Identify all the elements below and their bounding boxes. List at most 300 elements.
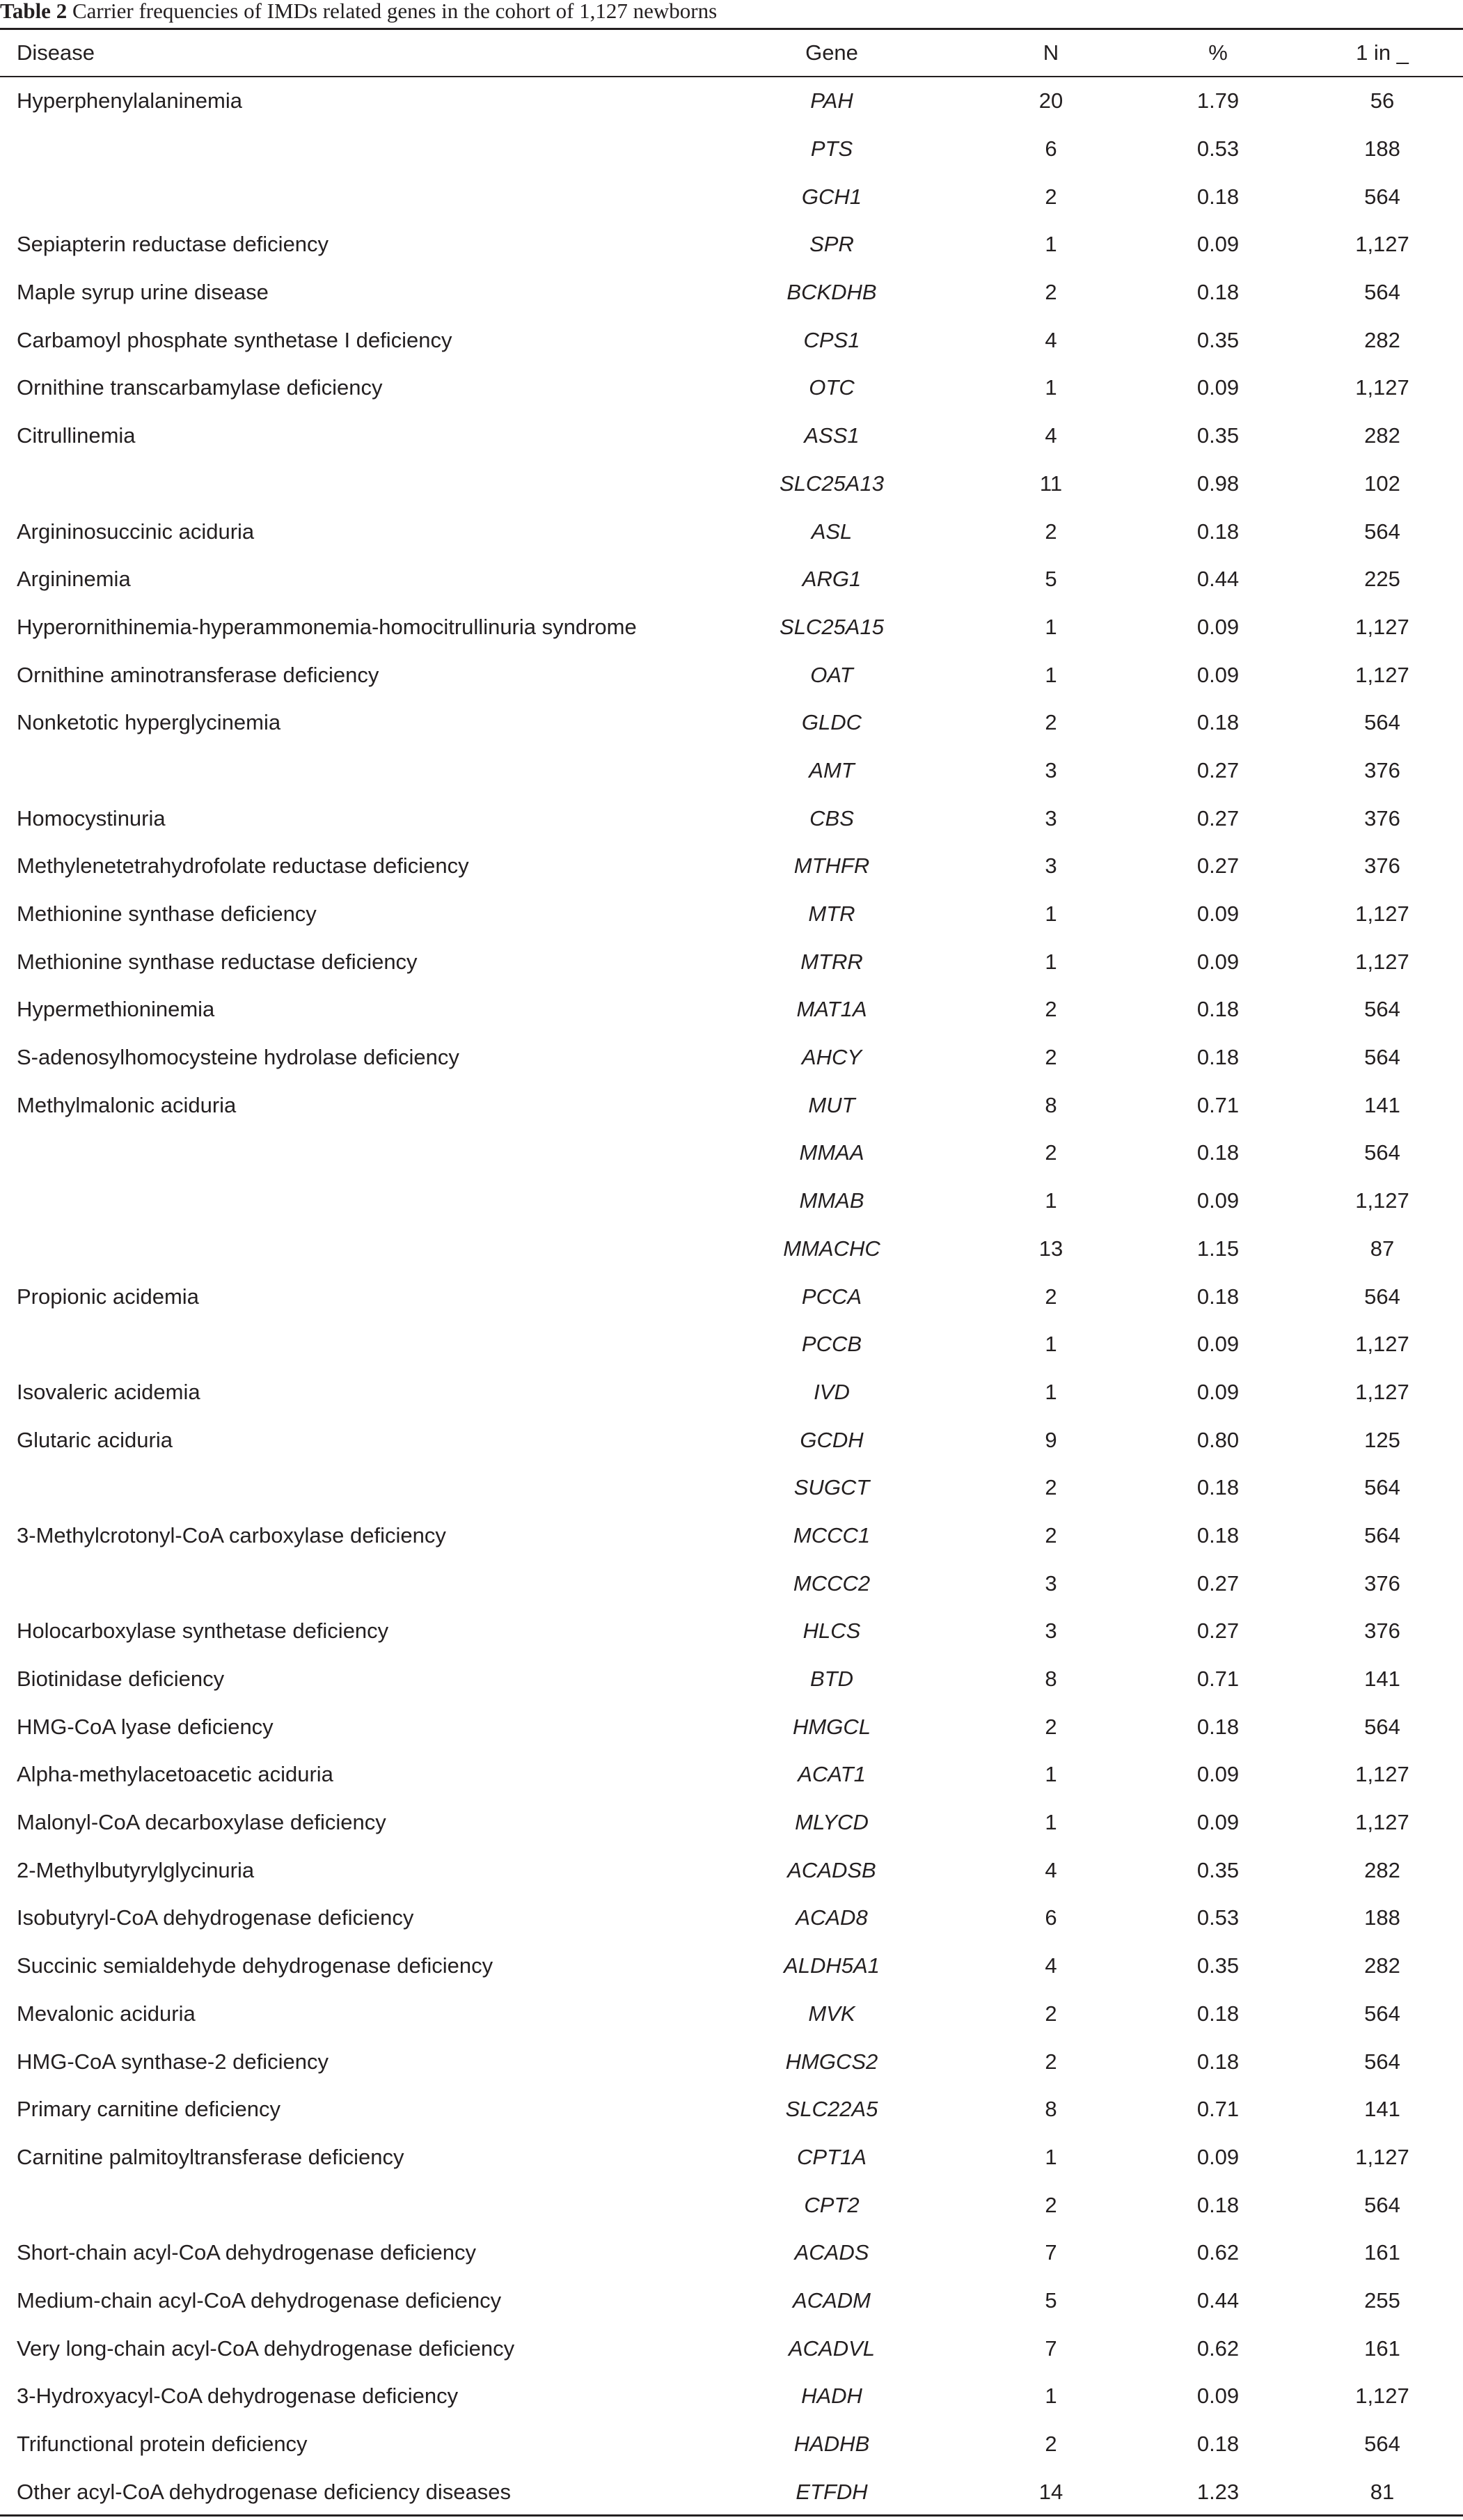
one-in-cell: 141	[1364, 2097, 1400, 2122]
table-row	[0, 507, 1463, 556]
percent-cell: 0.09	[1196, 1762, 1240, 1787]
table-row	[0, 1607, 1463, 1655]
percent-cell: 0.18	[1196, 1522, 1240, 1548]
percent-cell: 0.98	[1196, 471, 1240, 496]
disease-cell: Methylenetetrahydrofolate reductase deficiency	[17, 853, 469, 879]
count-cell: 3	[1045, 1570, 1057, 1596]
one-in-cell: 376	[1364, 853, 1400, 879]
disease-cell	[0, 1177, 696, 1225]
one-in-cell: 161	[1364, 2336, 1400, 2361]
table-row	[0, 125, 1463, 173]
one-in-cell: 87	[1370, 1236, 1395, 1261]
count-cell: 1	[1045, 901, 1057, 927]
table-row	[0, 269, 1463, 317]
column-header-percent: %	[1208, 40, 1228, 65]
percent-cell: 0.09	[1196, 614, 1240, 639]
gene-cell: MUT	[808, 1092, 855, 1117]
count-cell: 4	[1045, 1857, 1057, 1882]
one-in-cell: 255	[1364, 2287, 1400, 2313]
one-in-cell: 1,127	[1355, 1188, 1409, 1213]
table-row	[0, 1846, 1463, 1894]
count-cell: 2	[1045, 2432, 1057, 2457]
gene-cell: HADH	[801, 2384, 862, 2409]
one-in-cell: 125	[1364, 1427, 1400, 1452]
table-row	[0, 1225, 1463, 1273]
disease-cell: Ornithine transcarbamylase deficiency	[17, 375, 383, 400]
table-row	[0, 316, 1463, 364]
disease-cell: Ornithine aminotransferase deficiency	[17, 662, 379, 687]
percent-cell: 0.18	[1196, 710, 1240, 735]
disease-cell: Hyperornithinemia-hyperammonemia-homocitrullinuria syndrome	[17, 614, 637, 639]
table-row	[0, 77, 1463, 125]
percent-cell: 0.35	[1196, 1953, 1240, 1978]
one-in-cell: 282	[1364, 1953, 1400, 1978]
one-in-cell: 564	[1364, 1045, 1400, 1070]
disease-cell: Medium-chain acyl-CoA dehydrogenase deficiency	[17, 2287, 502, 2313]
one-in-cell: 1,127	[1355, 614, 1409, 639]
gene-cell: MVK	[808, 2001, 855, 2026]
gene-cell: MCCC1	[793, 1522, 871, 1548]
one-in-cell: 1,127	[1355, 662, 1409, 687]
gene-cell: ACADVL	[788, 2336, 876, 2361]
table-caption-label: Table 2	[0, 0, 68, 23]
one-in-cell: 141	[1364, 1092, 1400, 1117]
count-cell: 5	[1045, 567, 1057, 592]
percent-cell: 0.09	[1196, 232, 1240, 257]
disease-cell: Propionic acidemia	[17, 1284, 199, 1309]
count-cell: 2	[1045, 997, 1057, 1022]
one-in-cell: 1,127	[1355, 2384, 1409, 2409]
one-in-cell: 188	[1364, 1905, 1400, 1930]
count-cell: 1	[1045, 1332, 1057, 1357]
one-in-cell: 56	[1370, 88, 1395, 113]
percent-cell: 0.18	[1196, 2192, 1240, 2217]
one-in-cell: 376	[1364, 757, 1400, 782]
one-in-cell: 102	[1364, 471, 1400, 496]
gene-cell: PAH	[810, 88, 853, 113]
one-in-cell: 564	[1364, 710, 1400, 735]
table-row	[0, 2420, 1463, 2468]
count-cell: 1	[1045, 2384, 1057, 2409]
count-cell: 1	[1045, 662, 1057, 687]
table-row	[0, 1559, 1463, 1607]
percent-cell: 0.71	[1196, 1667, 1240, 1692]
table-header	[0, 30, 1463, 76]
percent-cell: 0.18	[1196, 997, 1240, 1022]
disease-cell: Argininemia	[17, 567, 131, 592]
gene-cell: ALDH5A1	[784, 1953, 880, 1978]
percent-cell: 0.18	[1196, 1284, 1240, 1309]
table-row	[0, 173, 1463, 221]
gene-cell: MTRR	[800, 949, 863, 974]
percent-cell: 0.09	[1196, 1188, 1240, 1213]
one-in-cell: 376	[1364, 805, 1400, 830]
table-row	[0, 1990, 1463, 2038]
gene-cell: BCKDHB	[786, 280, 877, 305]
count-cell: 2	[1045, 1140, 1057, 1165]
table-row	[0, 651, 1463, 699]
table-row	[0, 1034, 1463, 1082]
gene-cell: PCCA	[801, 1284, 862, 1309]
table-body	[0, 77, 1463, 2516]
table-row	[0, 412, 1463, 460]
percent-cell: 0.27	[1196, 853, 1240, 879]
gene-cell: AHCY	[801, 1045, 862, 1070]
disease-cell	[0, 2181, 696, 2229]
percent-cell: 0.62	[1196, 2336, 1240, 2361]
one-in-cell: 282	[1364, 1857, 1400, 1882]
gene-cell: OAT	[810, 662, 853, 687]
gene-cell: SUGCT	[793, 1475, 870, 1500]
disease-cell: Other acyl-CoA dehydrogenase deficiency diseases	[17, 2479, 511, 2504]
gene-cell: GCDH	[800, 1427, 864, 1452]
disease-cell: 2-Methylbutyrylglycinuria	[17, 1857, 255, 1882]
disease-cell: Trifunctional protein deficiency	[17, 2432, 308, 2457]
percent-cell: 0.44	[1196, 567, 1240, 592]
disease-cell: Holocarboxylase synthetase deficiency	[17, 1619, 389, 1644]
one-in-cell: 564	[1364, 2432, 1400, 2457]
count-cell: 2	[1045, 519, 1057, 544]
table-bottom-rule	[0, 2514, 1463, 2517]
table-row	[0, 2372, 1463, 2420]
percent-cell: 0.18	[1196, 280, 1240, 305]
table-row	[0, 747, 1463, 795]
disease-cell: Mevalonic aciduria	[17, 2001, 196, 2026]
count-cell: 4	[1045, 1953, 1057, 1978]
count-cell: 11	[1039, 471, 1063, 496]
disease-cell: Methionine synthase reductase deficiency	[17, 949, 418, 974]
disease-cell: 3-Methylcrotonyl-CoA carboxylase deficiency	[17, 1522, 446, 1548]
column-header-n: N	[1043, 40, 1059, 65]
percent-cell: 1.23	[1196, 2479, 1240, 2504]
count-cell: 8	[1045, 1667, 1057, 1692]
one-in-cell: 564	[1364, 2049, 1400, 2074]
percent-cell: 0.09	[1196, 1332, 1240, 1357]
table-row	[0, 2086, 1463, 2134]
one-in-cell: 1,127	[1355, 2144, 1409, 2169]
one-in-cell: 1,127	[1355, 1379, 1409, 1404]
percent-cell: 0.44	[1196, 2287, 1240, 2313]
count-cell: 3	[1045, 853, 1057, 879]
gene-cell: HADHB	[793, 2432, 870, 2457]
table-row	[0, 556, 1463, 604]
table-row	[0, 1273, 1463, 1321]
table-row	[0, 1942, 1463, 1990]
count-cell: 4	[1045, 327, 1057, 352]
disease-cell: S-adenosylhomocysteine hydrolase deficiency	[17, 1045, 459, 1070]
percent-cell: 0.09	[1196, 1810, 1240, 1835]
gene-cell: MCCC2	[793, 1570, 871, 1596]
table-row	[0, 2181, 1463, 2229]
gene-cell: SLC25A13	[780, 471, 884, 496]
percent-cell: 0.27	[1196, 757, 1240, 782]
percent-cell: 0.71	[1196, 1092, 1240, 1117]
count-cell: 1	[1045, 1762, 1057, 1787]
disease-cell: Glutaric aciduria	[17, 1427, 173, 1452]
count-cell: 9	[1045, 1427, 1057, 1452]
percent-cell: 0.18	[1196, 1140, 1240, 1165]
column-header-disease: Disease	[17, 40, 95, 65]
table-row	[0, 1129, 1463, 1177]
disease-cell: Alpha-methylacetoacetic aciduria	[17, 1762, 333, 1787]
table-row	[0, 1464, 1463, 1512]
table-row	[0, 842, 1463, 890]
table-row	[0, 699, 1463, 747]
one-in-cell: 1,127	[1355, 901, 1409, 927]
table-row	[0, 2134, 1463, 2182]
gene-cell: MAT1A	[796, 997, 867, 1022]
percent-cell: 0.35	[1196, 327, 1240, 352]
table-row	[0, 604, 1463, 652]
disease-cell: Sepiapterin reductase deficiency	[17, 232, 329, 257]
percent-cell: 0.18	[1196, 1714, 1240, 1739]
gene-cell: CBS	[809, 805, 854, 830]
gene-cell: SPR	[809, 232, 854, 257]
table-row	[0, 2229, 1463, 2277]
one-in-cell: 564	[1364, 997, 1400, 1022]
one-in-cell: 564	[1364, 1284, 1400, 1309]
count-cell: 1	[1045, 1188, 1057, 1213]
percent-cell: 0.62	[1196, 2240, 1240, 2265]
table-row	[0, 794, 1463, 842]
table-row	[0, 890, 1463, 938]
count-cell: 4	[1045, 423, 1057, 448]
gene-cell: GLDC	[801, 710, 862, 735]
one-in-cell: 282	[1364, 423, 1400, 448]
disease-cell: Hypermethioninemia	[17, 997, 215, 1022]
count-cell: 2	[1045, 2001, 1057, 2026]
gene-cell: MLYCD	[795, 1810, 869, 1835]
table-row	[0, 1321, 1463, 1369]
gene-cell: ACADS	[794, 2240, 869, 2265]
disease-cell: Hyperphenylalaninemia	[17, 88, 242, 113]
percent-cell: 0.27	[1196, 805, 1240, 830]
percent-cell: 0.09	[1196, 2144, 1240, 2169]
disease-cell: Methylmalonic aciduria	[17, 1092, 237, 1117]
count-cell: 8	[1045, 2097, 1057, 2122]
table-row	[0, 1369, 1463, 1417]
disease-cell: Carnitine palmitoyltransferase deficiency	[17, 2144, 404, 2169]
percent-cell: 0.18	[1196, 2001, 1240, 2026]
one-in-cell: 564	[1364, 184, 1400, 209]
disease-cell: Isovaleric acidemia	[17, 1379, 200, 1404]
count-cell: 2	[1045, 1522, 1057, 1548]
table-row	[0, 938, 1463, 986]
count-cell: 2	[1045, 2049, 1057, 2074]
one-in-cell: 188	[1364, 136, 1400, 162]
count-cell: 1	[1045, 614, 1057, 639]
table-row	[0, 2038, 1463, 2086]
gene-cell: ACADSB	[787, 1857, 876, 1882]
table-row	[0, 1894, 1463, 1942]
disease-cell: Homocystinuria	[17, 805, 166, 830]
disease-cell: HMG-CoA synthase-2 deficiency	[17, 2049, 329, 2074]
table-row	[0, 2277, 1463, 2325]
table-row	[0, 1751, 1463, 1799]
count-cell: 3	[1045, 757, 1057, 782]
count-cell: 3	[1045, 1619, 1057, 1644]
count-cell: 1	[1045, 949, 1057, 974]
table-row	[0, 986, 1463, 1034]
table-row	[0, 221, 1463, 269]
gene-cell: PCCB	[801, 1332, 862, 1357]
disease-cell: Citrullinemia	[17, 423, 136, 448]
gene-cell: SLC25A15	[780, 614, 884, 639]
one-in-cell: 564	[1364, 1475, 1400, 1500]
table-row	[0, 1799, 1463, 1847]
one-in-cell: 376	[1364, 1570, 1400, 1596]
disease-cell	[0, 747, 696, 795]
gene-cell: MMAA	[799, 1140, 864, 1165]
percent-cell: 0.35	[1196, 423, 1240, 448]
one-in-cell: 1,127	[1355, 949, 1409, 974]
count-cell: 1	[1045, 2144, 1057, 2169]
one-in-cell: 1,127	[1355, 232, 1409, 257]
disease-cell: Argininosuccinic aciduria	[17, 519, 255, 544]
table-row	[0, 364, 1463, 412]
table-row	[0, 1416, 1463, 1464]
table-row	[0, 1655, 1463, 1703]
gene-cell: ASL	[811, 519, 853, 544]
one-in-cell: 81	[1370, 2479, 1395, 2504]
percent-cell: 0.35	[1196, 1857, 1240, 1882]
count-cell: 1	[1045, 232, 1057, 257]
percent-cell: 0.18	[1196, 1475, 1240, 1500]
percent-cell: 0.18	[1196, 1045, 1240, 1070]
gene-cell: MTR	[808, 901, 855, 927]
column-header-one-in: 1 in _	[1356, 40, 1409, 65]
percent-cell: 1.79	[1196, 88, 1240, 113]
table-row	[0, 2324, 1463, 2372]
disease-cell: Nonketotic hyperglycinemia	[17, 710, 281, 735]
one-in-cell: 564	[1364, 280, 1400, 305]
disease-cell	[0, 173, 696, 221]
carrier-frequency-table	[0, 77, 1463, 2516]
gene-cell: MMACHC	[783, 1236, 880, 1261]
percent-cell: 0.18	[1196, 519, 1240, 544]
table-row	[0, 1177, 1463, 1225]
count-cell: 7	[1045, 2240, 1057, 2265]
percent-cell: 0.53	[1196, 1905, 1240, 1930]
one-in-cell: 225	[1364, 567, 1400, 592]
percent-cell: 0.09	[1196, 949, 1240, 974]
table-row	[0, 1512, 1463, 1560]
count-cell: 14	[1038, 2479, 1063, 2504]
gene-cell: MMAB	[799, 1188, 864, 1213]
gene-cell: ACAT1	[798, 1762, 866, 1787]
one-in-cell: 1,127	[1355, 1762, 1409, 1787]
gene-cell: CPS1	[803, 327, 860, 352]
count-cell: 5	[1045, 2287, 1057, 2313]
gene-cell: BTD	[810, 1667, 853, 1692]
count-cell: 2	[1045, 1714, 1057, 1739]
gene-cell: OTC	[809, 375, 855, 400]
count-cell: 2	[1045, 1045, 1057, 1070]
gene-cell: CPT1A	[797, 2144, 867, 2169]
disease-cell: Carbamoyl phosphate synthetase I deficiency	[17, 327, 452, 352]
percent-cell: 1.15	[1196, 1236, 1240, 1261]
disease-cell	[0, 1225, 696, 1273]
disease-cell	[0, 1129, 696, 1177]
percent-cell: 0.27	[1196, 1619, 1240, 1644]
one-in-cell: 1,127	[1355, 375, 1409, 400]
table-row	[0, 1081, 1463, 1129]
gene-cell: MTHFR	[793, 853, 870, 879]
disease-cell: Methionine synthase deficiency	[17, 901, 317, 927]
gene-cell: HLCS	[802, 1619, 861, 1644]
count-cell: 2	[1045, 280, 1057, 305]
disease-cell	[0, 460, 696, 508]
count-cell: 2	[1045, 710, 1057, 735]
table-caption-text: Carrier frequencies of IMDs related genes in the cohort of 1,127 newborns	[72, 0, 718, 23]
count-cell: 2	[1045, 184, 1057, 209]
disease-cell	[0, 1321, 696, 1369]
count-cell: 13	[1038, 1236, 1063, 1261]
one-in-cell: 1,127	[1355, 1332, 1409, 1357]
count-cell: 1	[1045, 1379, 1057, 1404]
gene-cell: IVD	[814, 1379, 850, 1404]
column-header-gene: Gene	[805, 40, 858, 65]
gene-cell: ETFDH	[796, 2479, 868, 2504]
percent-cell: 0.18	[1196, 2432, 1240, 2457]
percent-cell: 0.09	[1196, 901, 1240, 927]
disease-cell: Biotinidase deficiency	[17, 1667, 225, 1692]
gene-cell: SLC22A5	[785, 2097, 878, 2122]
disease-cell	[0, 125, 696, 173]
disease-cell	[0, 1464, 696, 1512]
one-in-cell: 141	[1364, 1667, 1400, 1692]
one-in-cell: 564	[1364, 1714, 1400, 1739]
one-in-cell: 564	[1364, 1140, 1400, 1165]
one-in-cell: 376	[1364, 1619, 1400, 1644]
header-row	[0, 30, 1463, 76]
gene-cell: GCH1	[801, 184, 862, 209]
count-cell: 8	[1045, 1092, 1057, 1117]
percent-cell: 0.71	[1196, 2097, 1240, 2122]
disease-cell: Maple syrup urine disease	[17, 280, 269, 305]
percent-cell: 0.18	[1196, 2049, 1240, 2074]
percent-cell: 0.09	[1196, 662, 1240, 687]
count-cell: 6	[1045, 136, 1057, 162]
one-in-cell: 564	[1364, 2192, 1400, 2217]
gene-cell: HMGCS2	[785, 2049, 878, 2074]
gene-cell: ACAD8	[796, 1905, 868, 1930]
percent-cell: 0.09	[1196, 1379, 1240, 1404]
count-cell: 1	[1045, 1810, 1057, 1835]
gene-cell: AMT	[809, 757, 855, 782]
one-in-cell: 564	[1364, 519, 1400, 544]
count-cell: 20	[1038, 88, 1063, 113]
one-in-cell: 564	[1364, 2001, 1400, 2026]
percent-cell: 0.80	[1196, 1427, 1240, 1452]
disease-cell: Malonyl-CoA decarboxylase deficiency	[17, 1810, 386, 1835]
count-cell: 6	[1045, 1905, 1057, 1930]
gene-cell: CPT2	[804, 2192, 860, 2217]
percent-cell: 0.18	[1196, 184, 1240, 209]
disease-cell: HMG-CoA lyase deficiency	[17, 1714, 274, 1739]
count-cell: 7	[1045, 2336, 1057, 2361]
table-row	[0, 1703, 1463, 1751]
disease-cell: 3-Hydroxyacyl-CoA dehydrogenase deficiency	[17, 2384, 459, 2409]
disease-cell	[0, 1559, 696, 1607]
percent-cell: 0.53	[1196, 136, 1240, 162]
count-cell: 3	[1045, 805, 1057, 830]
gene-cell: ARG1	[802, 567, 862, 592]
disease-cell: Very long-chain acyl-CoA dehydrogenase deficiency	[17, 2336, 515, 2361]
gene-cell: HMGCL	[793, 1714, 871, 1739]
one-in-cell: 1,127	[1355, 1810, 1409, 1835]
count-cell: 2	[1045, 1475, 1057, 1500]
